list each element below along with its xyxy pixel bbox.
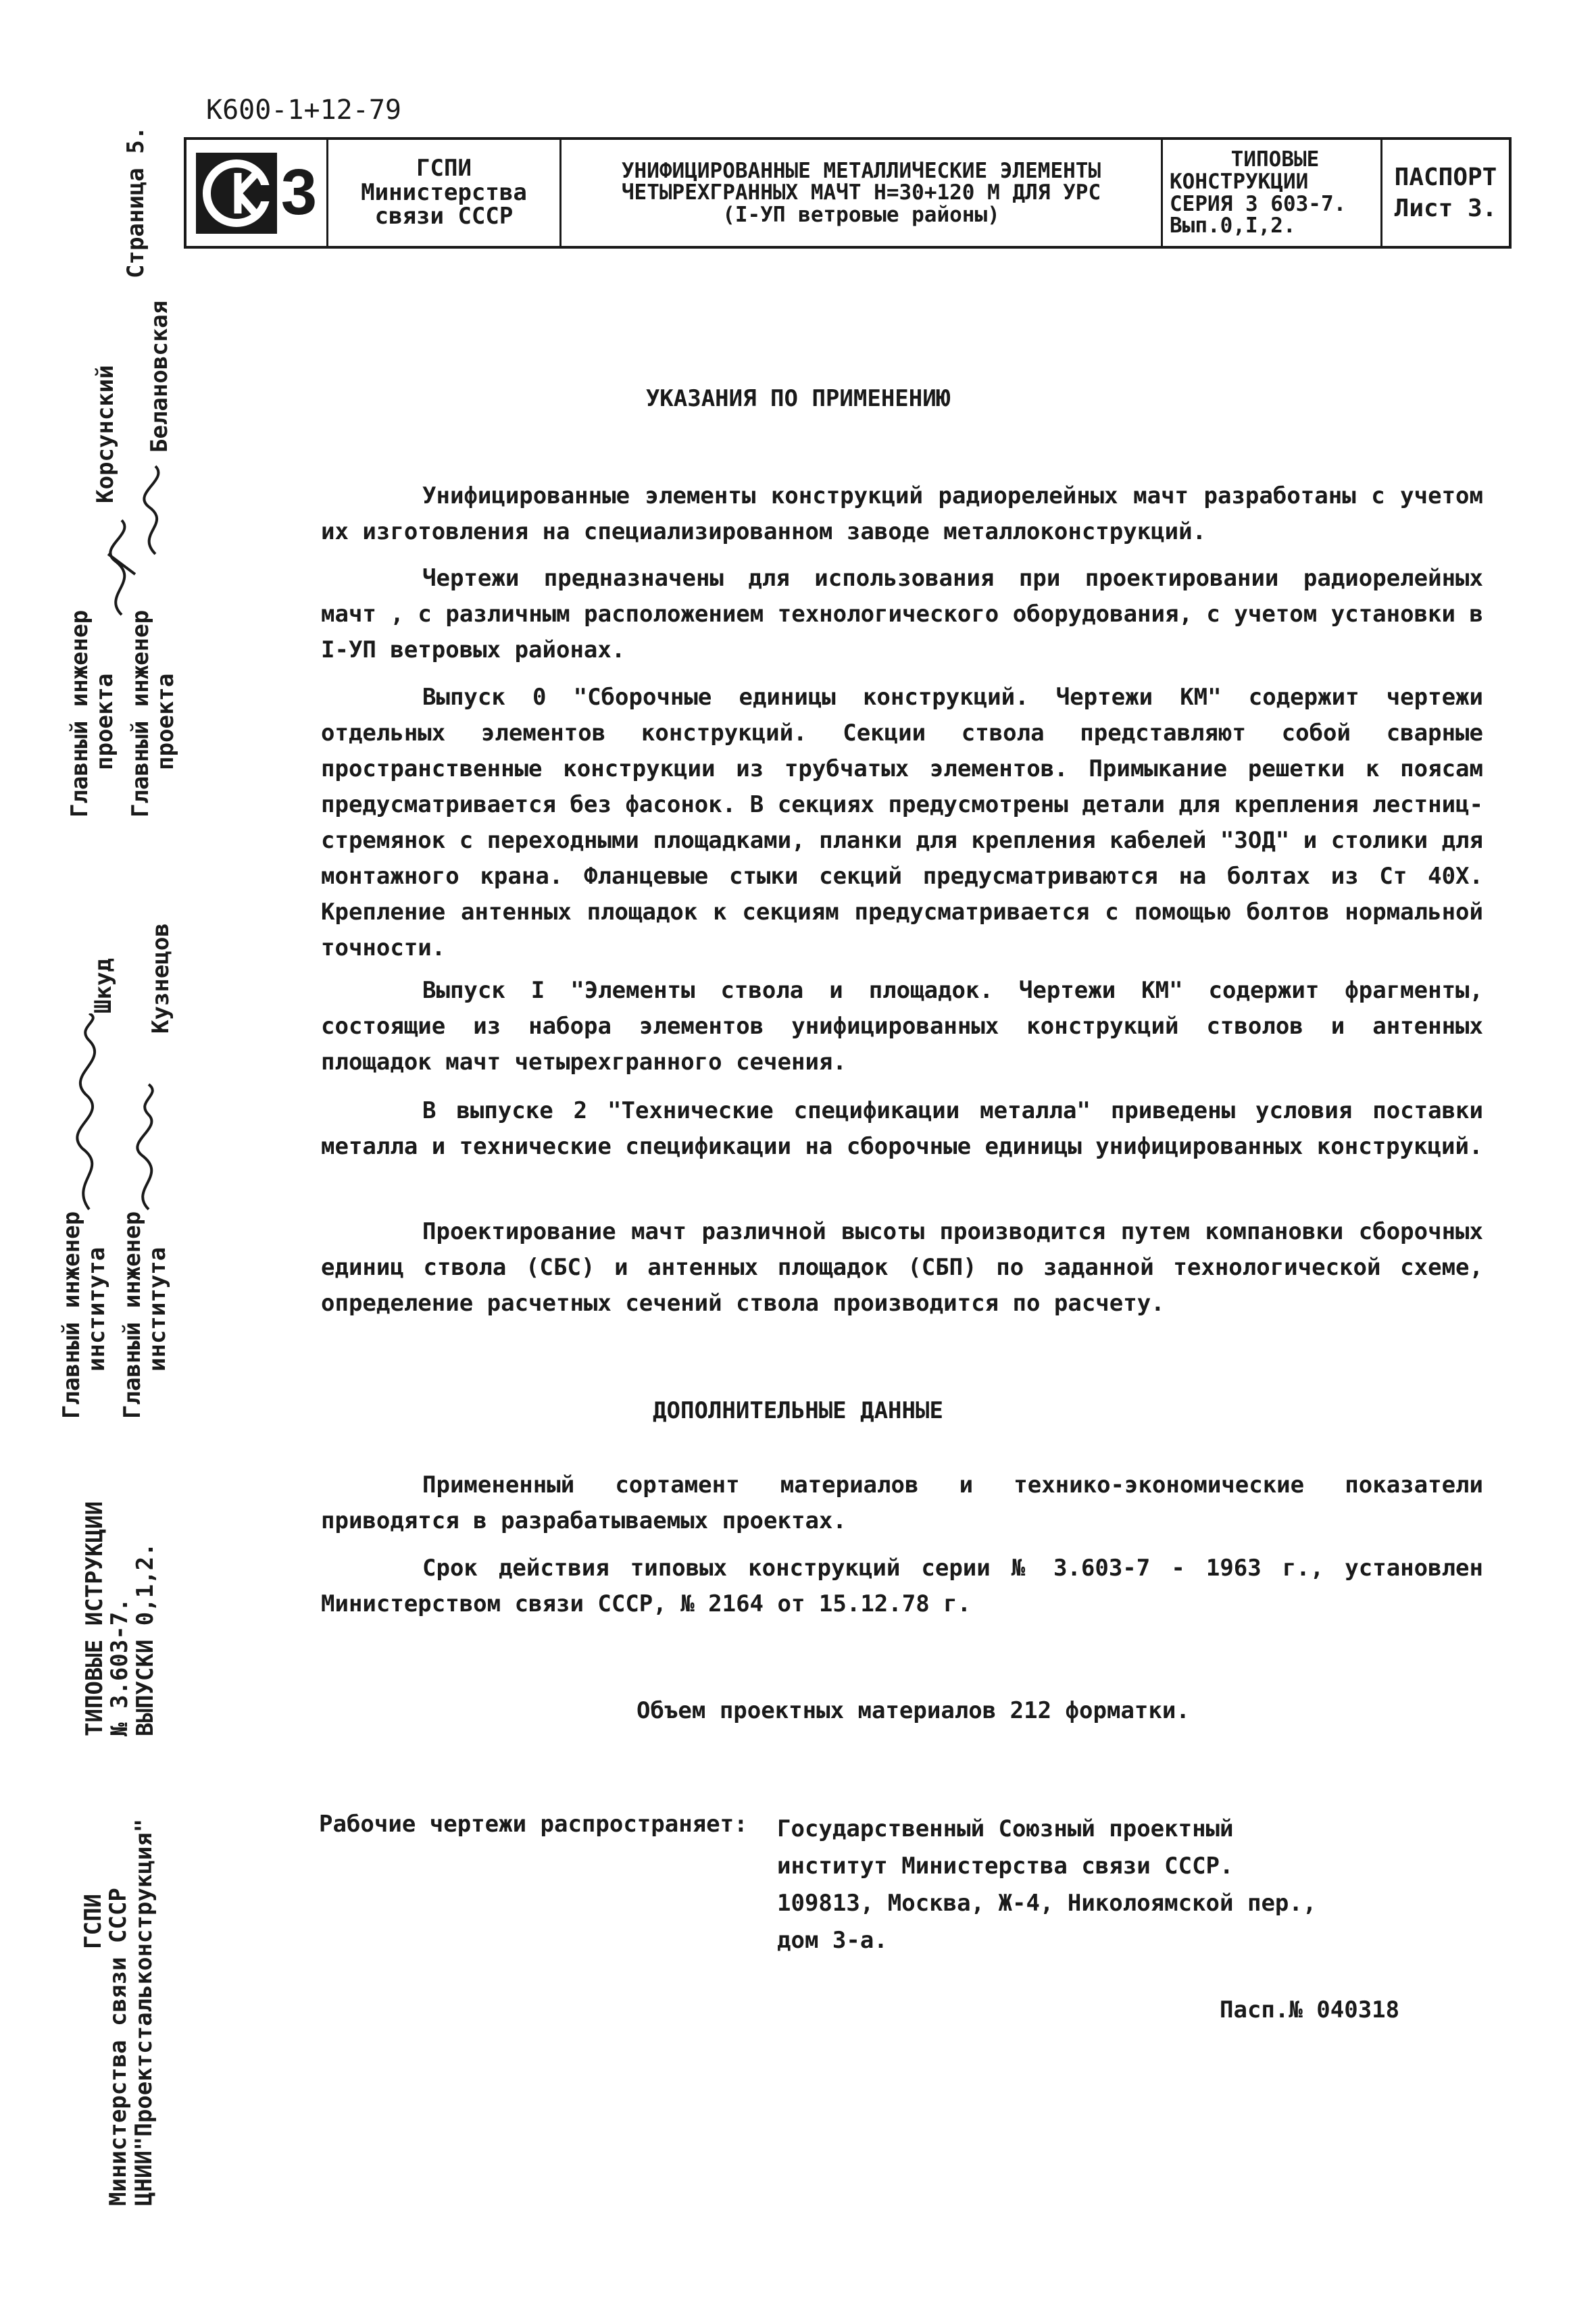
paragraph: Проектирование мачт различной высоты производится путем компановки сборочных единиц ствола (СБС) и антенных площадок (СБП) по заданной технологической схеме, определение расчетных сечений ствола производится по расчету. [321, 1218, 1483, 1317]
sheet-cell [1382, 140, 1509, 246]
signature-4-name: Кузнецов [147, 923, 174, 1034]
document-code: К600-1+12-79 [206, 95, 401, 126]
signature-2-name: Белановская [146, 300, 173, 453]
project-volume: Объем проектных материалов 212 форматки. [637, 1697, 1190, 1724]
org-line: Министерства [361, 178, 527, 206]
logo-number: 3 [280, 156, 318, 229]
series-line: ТИПОВЫЕ [1230, 147, 1320, 172]
title-block [184, 137, 1512, 249]
paragraph: В выпуске 2 "Технические спецификации металла" приведены условия поставки металла и технические спецификации на сборочные единицы унифицированных конструкций. [321, 1097, 1483, 1160]
series-cell [1163, 140, 1382, 246]
paragraph: Унифицированные элементы конструкций радиорелейных мачт разработаны с учетом их изготовления на специализированном заводе металлоконструкций. [321, 482, 1483, 545]
signature-3-name: Шкуд [90, 958, 117, 1013]
signature-4-handwriting [122, 1081, 176, 1216]
signature-4-title: Главный инженер института [119, 1211, 172, 1419]
page-label: Страница 5. [122, 126, 149, 278]
section-1-heading: УКАЗАНИЯ ПО ПРИМЕНЕНИЮ [645, 385, 951, 412]
series-line: КОНСТРУКЦИИ [1170, 169, 1309, 194]
logo-cell [186, 140, 328, 246]
sheet-number: Лист 3. [1394, 194, 1497, 222]
series-line: Вып.0,I,2. [1170, 213, 1296, 238]
distribution-address: Государственный Союзный проектный институт Министерства связи СССР. 109813, Москва, Ж-4, Николоямской пер., дом 3-а. [777, 1815, 1317, 1954]
series-line: СЕРИЯ 3 603-7. [1170, 191, 1347, 216]
paragraph: Выпуск 0 "Сборочные единицы конструкций. Чертежи КМ" содержит чертежи отдельных элементов конструкций. Секции ствола представляют собой сварные пространственные конструкции из трубчатых элементов. Примыкание решетки к поясам предусматривается без фасонок. В секциях предусмотрены детали для крепления лестниц-стремянок с переходными площадками, планки для крепления кабелей "ЗОД" и столики для монтажного крана. Фланцевые стыки секций предусматриваются на болтах из Ст 40Х. Крепление антенных площадок к секциям предусматривается с помощью болтов нормальной точности. [321, 684, 1483, 961]
signature-3-title: Главный инженер института [58, 1211, 111, 1419]
signature-2-title: Главный инженер проекта [127, 609, 180, 818]
paragraph: Чертежи предназначены для использования при проектировании радиорелейных мачт , с различным расположением технологического оборудования, с учетом установки в I-УП ветровых районах. [321, 565, 1483, 663]
organization-cell [328, 140, 562, 246]
passport-number: Пасп.№ 040318 [1220, 1996, 1400, 2023]
org-line: ГСПИ [416, 154, 472, 182]
organization-margin-block: ГСПИ Министерства связи СССР ЦНИИ"Проектстальконструкция" [80, 1818, 157, 2206]
series-margin-block: ТИПОВЫЕ ИСТРУКЦИИ № 3.603-7. ВЫПУСКИ 0,1,2. [81, 1501, 159, 1736]
paragraph: Примененный сортамент материалов и технико-экономические показатели приводятся в разрабатываемых проектах. [321, 1472, 1483, 1534]
signature-3-handwriting [62, 1013, 116, 1216]
section-2-heading: ДОПОЛНИТЕЛЬНЫЕ ДАННЫЕ [653, 1397, 943, 1424]
description-line: (I-УП ветровые районы) [722, 202, 1000, 227]
doc-type: ПАСПОРТ [1394, 163, 1497, 191]
signature-2-handwriting [132, 459, 179, 561]
description-cell [562, 140, 1163, 246]
description-line: ЧЕТЫРЕХГРАННЫХ МАЧТ Н=30+120 М ДЛЯ УРС [621, 180, 1101, 205]
distribution-label: Рабочие чертежи распространяет: [319, 1811, 748, 1838]
signature-1-title: Главный инженер проекта [66, 609, 119, 818]
paragraph: Выпуск I "Элементы ствола и площадок. Чертежи КМ" содержит фрагменты, состоящие из набора элементов унифицированных конструкций стволов и антенных площадок мачт четырехгранного сечения. [321, 977, 1483, 1076]
org-line: связи СССР [374, 203, 514, 230]
sk-logo-icon [196, 153, 277, 234]
description-line: УНИФИЦИРОВАННЫЕ МЕТАЛЛИЧЕСКИЕ ЭЛЕМЕНТЫ [621, 158, 1101, 183]
signature-1-name: Корсунский [92, 365, 119, 503]
paragraph: Срок действия типовых конструкций серии № 3.603-7 - 1963 г., установлен Министерством связи СССР, № 2164 от 15.12.78 г. [321, 1555, 1483, 1617]
